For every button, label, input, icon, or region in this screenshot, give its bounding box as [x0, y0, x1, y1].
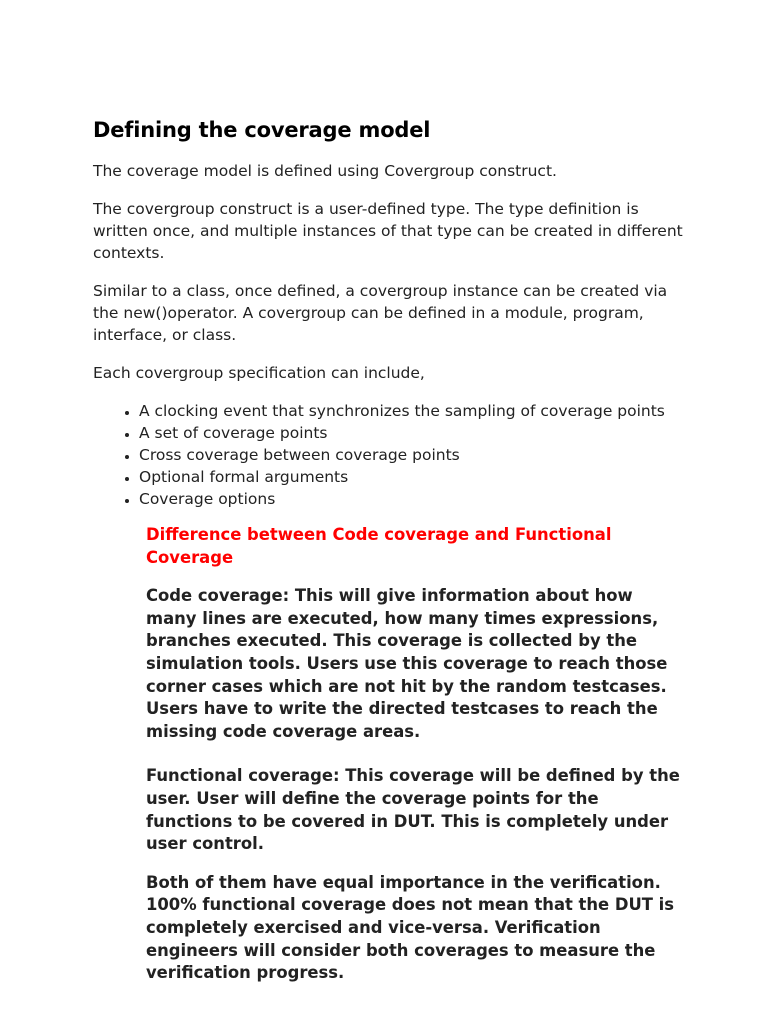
list-item: • Cross coverage between coverage points: [139, 444, 683, 466]
specification-paragraph: Each covergroup specification can include,: [93, 364, 425, 382]
document-page: [93, 118, 683, 1001]
list-item: • A clocking event that synchronizes the sampling of coverage points: [139, 400, 683, 422]
page-title: Defining the coverage model: [93, 118, 431, 142]
equal-importance-paragraph: Both of them have equal importance in the verification. 100% functional coverage does not mean that the DUT is completely exercised and vice-versa. Verification engineers will consider both coverages to measure the verification progress.: [146, 872, 675, 983]
coverage-comparison-section: [146, 524, 686, 985]
list-item: • Optional formal arguments: [139, 466, 683, 488]
covergroup-instance-paragraph: Similar to a class, once defined, a covergroup instance can be created via the new()operator. A covergroup can be defined in a module, program, interface, or class.: [93, 282, 668, 344]
list-item: • A set of coverage points: [139, 422, 683, 444]
code-coverage-paragraph: Code coverage: This will give information about how many lines are executed, how many times expressions, branches executed. This coverage is collected by the simulation tools. Users use this coverage to reach those corner cases which are not hit by the random testcases. Users have to write the directed testcases to reach the missing code coverage areas.: [146, 586, 668, 741]
list-item: • Coverage options: [139, 488, 683, 510]
comparison-heading: Difference between Code coverage and Functional Coverage: [146, 525, 612, 567]
intro-paragraph: The coverage model is defined using Covergroup construct.: [93, 162, 557, 180]
specification-list: [93, 400, 683, 510]
functional-coverage-paragraph: Functional coverage: This coverage will be defined by the user. User will define the coverage points for the functions to be covered in DUT. This is completely under user control.: [146, 766, 680, 854]
covergroup-type-paragraph: The covergroup construct is a user-defined type. The type definition is written once, and multiple instances of that type can be created in different contexts.: [93, 200, 683, 262]
